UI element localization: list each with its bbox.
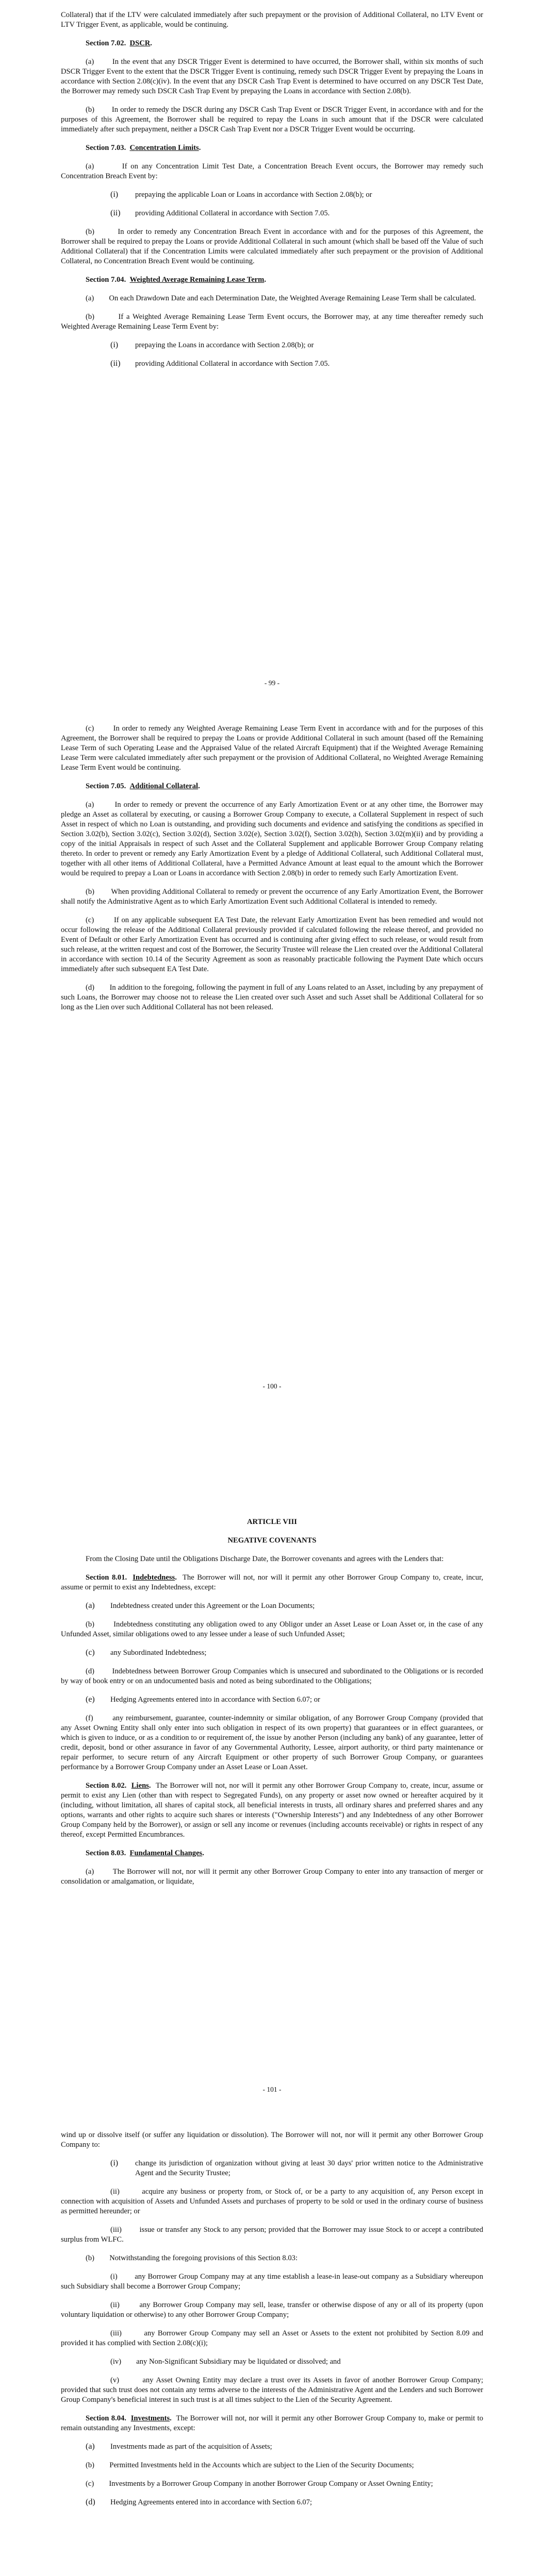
section-heading: Section 7.05. Additional Collateral.	[86, 782, 200, 790]
paragraph: (d) Indebtedness between Borrower Group Companies which is unsecured and subordinated to the Obligations or is recorded by way of book entry or on an undocumented basis and noted as being subordinated to the Obligations;	[61, 1667, 483, 1685]
paragraph: (iii) issue or transfer any Stock to any person; provided that the Borrower may issue Stock to or accept a contributed surplus from WLFC.	[61, 2226, 483, 2244]
paragraph: (c) In order to remedy any Weighted Average Remaining Lease Term Event in accordance with and for the purposes of this Agreement, the Borrower shall be required to prepay the Loans or provide Additional Collateral in such amount (based off the Remaining Lease Term of such Operating Lease and the Appraised Value of the related Aircraft Equipment) that if the Weighted Average Remaining Lease Term were calculated immediately after such prepayment or the provision of Additional Collateral, no Weighted Average Remaining Lease Term Event would be continuing.	[61, 724, 483, 772]
list-item: (i) prepaying the applicable Loan or Loans in accordance with Section 2.08(b); or	[110, 190, 483, 200]
section-heading: Section 7.04. Weighted Average Remaining Lease Term.	[86, 276, 266, 284]
list-item: (ii) providing Additional Collateral in accordance with Section 7.05.	[110, 359, 483, 369]
list-item: (a) Indebtedness created under this Agreement or the Loan Documents;	[86, 1601, 483, 1611]
section-heading: Section 8.03. Fundamental Changes.	[86, 1849, 204, 1857]
paragraph: (a) The Borrower will not, nor will it permit any other Borrower Group Company to enter into any transaction of merger or consolidation or amalgamation, or liquidate,	[61, 1868, 483, 1886]
section-paragraph: Section 8.04. Investments. The Borrower will not, nor will it permit any other Borrower Group Company to, make or permit to remain outstanding any Investments, except:	[61, 2414, 484, 2432]
paragraph: (iii) any Borrower Group Company may sell an Asset or Assets to the extent not prohibited by Section 8.09 and provided it has complied with Section 2.08(c)(i);	[61, 2329, 483, 2347]
list-item-text: any Subordinated Indebtedness;	[110, 1649, 207, 1657]
section-number: Section 7.05.	[86, 782, 126, 790]
list-item-text: providing Additional Collateral in accordance with Section 7.05.	[135, 209, 330, 217]
continuation-text: Collateral) that if the LTV were calculated immediately after such prepayment or the provision of Additional Collateral, no LTV Event or LTV Trigger Event, as applicable, would be continuing.	[61, 11, 483, 29]
section-heading: Section 7.02. DSCR.	[86, 39, 152, 47]
page-100	[0, 703, 544, 1406]
paragraph: (f) any reimbursement, guarantee, counter-indemnity or similar obligation, of any Borrower Group Company (provided that any Asset Owning Entity shall only enter into such obligation in respect of its own property) that guarantees or in effect guarantees, or which is given to induce, or as a condition to or requirement of, the issue by another Person (including any bank) of any guarantee, letter of credit, deposit, bond or other assurance in favor of any Governmental Authority, Lessee, airport authority, or third party maintenance or repair performer, to secure return of any Aircraft Equipment or other property of such Borrower Group Company, or guarantees performance by a Borrower Group Company under an Asset Lease or Loan Asset.	[61, 1714, 483, 1771]
article-number: ARTICLE VIII	[247, 1518, 297, 1526]
list-item: (c) any Subordinated Indebtedness;	[86, 1648, 483, 1658]
paragraph: (b) Permitted Investments held in the Accounts which are subject to the Lien of the Security Documents;	[86, 2461, 414, 2469]
paragraph: (i) any Borrower Group Company may at any time establish a lease-in lease-out company as a Subsidiary whereupon such Subsidiary shall become a Borrower Group Company;	[61, 2273, 483, 2291]
section-title: Fundamental Changes	[129, 1849, 203, 1857]
page-number: - 100 -	[262, 1382, 282, 1390]
section-paragraph: Section 8.01. Indebtedness. The Borrower will not, nor will it permit any other Borrower Group Company to, create, incur, assume or permit to exist any Indebtedness, except:	[61, 1573, 484, 1591]
page-102	[0, 2110, 544, 2576]
section-number: Section 8.03.	[86, 1849, 126, 1857]
list-item-text: change its jurisdiction of organization without giving at least 30 days' prior written notice to the Administrative Agent and the Security Trustee;	[135, 2159, 483, 2177]
page-99	[0, 0, 544, 703]
section-number: Section 8.02.	[86, 1782, 127, 1790]
list-item-text: prepaying the Loans in accordance with Section 2.08(b); or	[135, 341, 314, 349]
section-paragraph: Section 8.02. Liens. The Borrower will not, nor will it permit any other Borrower Group Company to, create, incur, assume or permit to exist any Lien (other than with respect to Segregated Funds), on any property or asset now owned or hereafter acquired by it (including, without limitation, all shares of capital stock, all beneficial interests in trusts, all ordinary shares and preferred shares and any options, warrants and other rights to acquire such shares or interests ("Ownership Interests") and any Indebtedness of any other Borrower Group Company held by the Borrower), or assign or sell any income or revenues (including accounts receivable) or rights in respect of any thereof, except Permitted Encumbrances.	[61, 1782, 484, 1839]
paragraph: (ii) acquire any business or property from, or Stock of, or be a party to any acquisition of, any Person except in connection with acquisition of Assets and Unfunded Assets and purchases of property to be sold or used in the ordinary course of business as permitted hereunder; or	[61, 2188, 483, 2215]
list-item: (i) change its jurisdiction of organization without giving at least 30 days' prior written notice to the Administrative Agent and the Security Trustee;	[110, 2159, 483, 2177]
section-number: Section 7.02.	[86, 39, 126, 47]
list-item: (i) prepaying the Loans in accordance with Section 2.08(b); or	[110, 341, 483, 350]
paragraph: (c) If on any applicable subsequent EA Test Date, the relevant Early Amortization Event has been remedied and would not occur following the release of the Additional Collateral previously provided if calculated following the release thereof, and provided no Event of Default or other Early Amortization Event has occurred and is continuing after giving effect to such release, or would result from such release, at the written request and cost of the Borrower, the Security Trustee will release the Lien created over the Additional Collateral in accordance with section 10.14 of the Security Agreement as soon as reasonably practicable following the Payment Date which occurs immediately after such subsequent EA Test Date.	[61, 916, 483, 973]
list-item-text: Investments made as part of the acquisition of Assets;	[110, 2443, 272, 2451]
section-title: Indebtedness	[133, 1573, 175, 1582]
section-title: Weighted Average Remaining Lease Term	[129, 276, 265, 284]
paragraph: (b) If a Weighted Average Remaining Lease Term Event occurs, the Borrower may, at any time thereafter remedy such Weighted Average Remaining Lease Term Event by:	[61, 313, 483, 331]
list-item-text: Indebtedness created under this Agreement or the Loan Documents;	[110, 1602, 315, 1610]
paragraph: (b) When providing Additional Collateral to remedy or prevent the occurrence of any Early Amortization Event, the Borrower shall notify the Administrative Agent as to which Early Amortization Event such Additional Collateral is intended to remedy.	[61, 888, 483, 906]
section-number: Section 7.03.	[86, 144, 126, 152]
paragraph: (a) If on any Concentration Limit Test Date, a Concentration Breach Event occurs, the Borrower may remedy such Concentration Breach Event by:	[61, 162, 483, 180]
section-title: Investments	[130, 2414, 170, 2422]
section-number: Section 8.04.	[86, 2414, 126, 2422]
article-title: NEGATIVE COVENANTS	[227, 1536, 317, 1545]
section-heading: Section 7.03. Concentration Limits.	[86, 144, 201, 152]
paragraph: (c) Investments by a Borrower Group Company in another Borrower Group Company or Asset Owning Entity;	[86, 2480, 433, 2488]
paragraph: (b) In order to remedy any Concentration Breach Event in accordance with and for the purposes of this Agreement, the Borrower shall be required to prepay the Loans or provide Additional Collateral in such amount (which shall be based off the Value of such Additional Collateral) that if the Concentration Limits were calculated immediately after such prepayment or the provision of Additional Collateral, no Concentration Breach Event would be continuing.	[61, 228, 483, 265]
section-number: Section 8.01.	[86, 1573, 127, 1582]
paragraph: (b) In order to remedy the DSCR during any DSCR Cash Trap Event or DSCR Trigger Event, in accordance with and for the purposes of this Agreement, the Borrower shall be required to repay the Loans in such amount that if the DSCR were calculated immediately after such prepayment, neither a DSCR Cash Trap Event nor a DSCR Trigger Event would be occurring.	[61, 106, 483, 133]
paragraph: From the Closing Date until the Obligations Discharge Date, the Borrower covenants and agrees with the Lenders that:	[86, 1555, 444, 1563]
paragraph: (a) In the event that any DSCR Trigger Event is determined to have occurred, the Borrower shall, within six months of such DSCR Trigger Event to the extent that the DSCR Trigger Event is continuing, remedy such DSCR Trigger Event by prepaying the Loans in accordance with Section 2.08(c)(iv). In the event that any DSCR Cash Trap Event is determined to have occurred on any DSCR Test Date, the Borrower may remedy such DSCR Cash Trap Event by prepaying the Loans in accordance with Section 2.08(b).	[61, 58, 483, 95]
list-item-text: Hedging Agreements entered into in accordance with Section 6.07; or	[110, 1696, 320, 1704]
list-item: (ii) providing Additional Collateral in accordance with Section 7.05.	[110, 209, 483, 218]
paragraph: (ii) any Borrower Group Company may sell, lease, transfer or otherwise dispose of any or all of its property (upon voluntary liquidation or otherwise) to any other Borrower Group Company;	[61, 2301, 483, 2319]
continuation-text: wind up or dissolve itself (or suffer any liquidation or dissolution). The Borrower will not, nor will it permit any other Borrower Group Company to:	[61, 2131, 483, 2149]
section-title: Liens	[131, 1782, 149, 1790]
paragraph: (b) Notwithstanding the foregoing provisions of this Section 8.03:	[86, 2254, 298, 2262]
section-title: DSCR	[129, 39, 151, 47]
list-item: (d) Hedging Agreements entered into in accordance with Section 6.07;	[86, 2498, 483, 2507]
paragraph: (a) On each Drawdown Date and each Determination Date, the Weighted Average Remaining Lease Term shall be calculated.	[86, 294, 476, 302]
section-lead: The Borrower will not, nor will it permit any other Borrower Group Company to, make or permit to remain outstanding any Investments, except:	[61, 2414, 484, 2432]
list-item: (e) Hedging Agreements entered into in accordance with Section 6.07; or	[86, 1695, 483, 1705]
section-lead: The Borrower will not, nor will it permit any other Borrower Group Company to, create, incur, assume or permit to exist any Indebtedness, except:	[61, 1573, 484, 1591]
list-item: (a) Investments made as part of the acquisition of Assets;	[86, 2442, 483, 2452]
page-number: - 99 -	[264, 679, 280, 687]
page-number: - 101 -	[262, 2086, 282, 2093]
section-title: Concentration Limits	[129, 144, 199, 152]
paragraph: (v) any Asset Owning Entity may declare a trust over its Assets in favor of another Borrower Group Company; provided that such trust does not contain any terms adverse to the interests of the Administrative Agent and the Lenders and such Borrower Group Company's beneficial interest in such trust is at all times subject to the Lien of the Security Agreement.	[61, 2376, 483, 2404]
paragraph: (d) In addition to the foregoing, following the payment in full of any Loans related to an Asset, including by any prepayment of such Loans, the Borrower may choose not to release the Lien created over such Asset and such Asset shall be Additional Collateral for so long as the Lien over such Additional Collateral has not been released.	[61, 984, 483, 1011]
list-item-text: Hedging Agreements entered into in accordance with Section 6.07;	[110, 2498, 312, 2506]
paragraph: (a) In order to remedy or prevent the occurrence of any Early Amortization Event or at any other time, the Borrower may pledge an Asset as collateral by executing, or causing a Borrower Group Company to execute, a Collateral Supplement in respect of such Asset in respect of which no Loan is outstanding, and providing such documents and evidence and satisfying the conditions as specified in Section 3.02(b), Section 3.02(c), Section 3.02(d), Section 3.02(e), Section 3.02(f), Section 3.02(h), Section 3.02(m)(ii) and by providing a copy of the initial Appraisals in respect of such Asset and the Collateral Supplement and applicable Borrower Group Company relating thereto. In order to prevent or remedy any Early Amortization Event by a pledge of Additional Collateral, such Additional Collateral must, together with all other items of Additional Collateral, have a Permitted Advance Amount at least equal to the amount which the Borrower would be required to prepay a Loan or Loans in accordance with Section 2.08(b) in order to remedy such Early Amortization Event.	[61, 801, 483, 877]
paragraph: (iv) any Non-Significant Subsidiary may be liquidated or dissolved; and	[110, 2358, 341, 2366]
list-item-text: providing Additional Collateral in accordance with Section 7.05.	[135, 360, 330, 368]
section-title: Additional Collateral	[129, 782, 199, 790]
section-text: The Borrower will not, nor will it permit any other Borrower Group Company to, create, incur, assume or permit to exist any Lien (other than with respect to Segregated Funds), on any property or asset now owned or hereafter acquired by it (including, without limitation, all shares of capital stock, all beneficial interests in trusts, all ordinary shares and preferred shares and any options, warrants and other rights to acquire such shares or interests ("Ownership Interests") and any Indebtedness of any other Borrower Group Company held by the Borrower), or assign or sell any income or revenues (including accounts receivable) or rights in respect of any thereof, except Permitted Encumbrances.	[61, 1782, 484, 1839]
page-101	[0, 1406, 544, 2110]
paragraph: (b) Indebtedness constituting any obligation owed to any Obligor under an Asset Lease or Loan Asset or, in the case of any Unfunded Asset, similar obligations owed to any lessee under a lease of such Unfunded Asset;	[61, 1620, 483, 1638]
section-number: Section 7.04.	[86, 276, 126, 284]
list-item-text: prepaying the applicable Loan or Loans in accordance with Section 2.08(b); or	[135, 191, 372, 199]
